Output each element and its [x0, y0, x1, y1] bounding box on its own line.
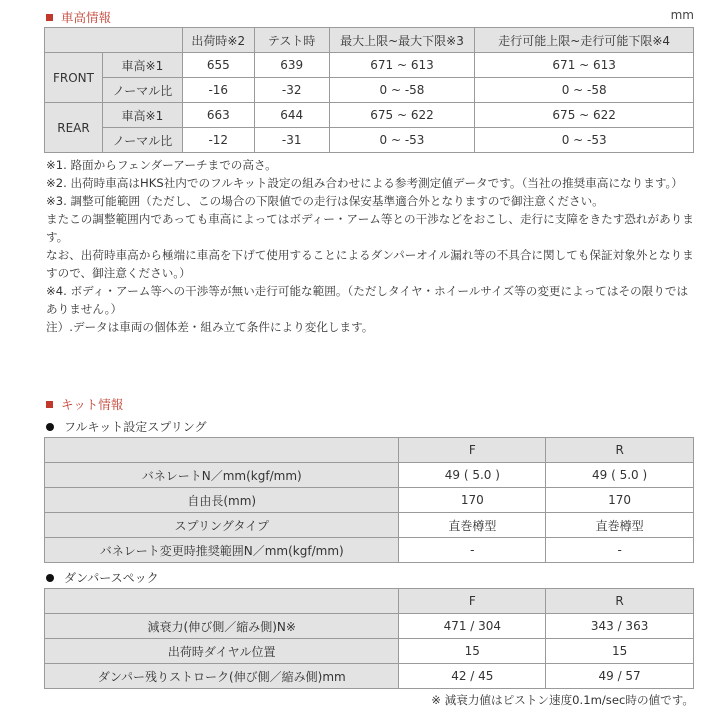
row-label: 自由長(mm) [45, 488, 399, 513]
note-line: ※1. 路面からフェンダーアーチまでの高さ。 [46, 158, 277, 172]
bullet-icon [46, 423, 54, 431]
value-cell: 663 [182, 103, 254, 128]
value-cell: 49 ( 5.0 ) [546, 463, 694, 488]
header-cell: 走行可能上限~走行可能下限※4 [475, 28, 694, 53]
value-cell: -12 [182, 128, 254, 153]
value-cell: 15 [546, 639, 694, 664]
row-label: 出荷時ダイヤル位置 [45, 639, 399, 664]
value-cell: 49 / 57 [546, 664, 694, 689]
value-cell: 0 ~ -53 [475, 128, 694, 153]
damper-subtitle-text: ダンパースペック [64, 571, 159, 585]
damper-subtitle [46, 569, 159, 586]
table-row [45, 463, 694, 488]
table-row [45, 664, 694, 689]
value-cell: 644 [254, 103, 329, 128]
value-cell: 0 ~ -58 [329, 78, 475, 103]
damper-footnote: ※ 減衰力値はピストン速度0.1m/sec時の値です。 [431, 693, 694, 707]
value-cell: -31 [254, 128, 329, 153]
value-cell: 15 [399, 639, 546, 664]
value-cell: 0 ~ -53 [329, 128, 475, 153]
height-info-title [46, 8, 111, 26]
header-cell: 出荷時※2 [182, 28, 254, 53]
header-cell: テスト時 [254, 28, 329, 53]
row-label: 車高※1 [102, 103, 182, 128]
value-cell: 471 / 304 [399, 614, 546, 639]
header-cell: R [546, 589, 694, 614]
spring-table-header [45, 438, 694, 463]
front-label: FRONT [45, 53, 103, 103]
value-cell: 49 ( 5.0 ) [399, 463, 546, 488]
value-cell: 直巻樽型 [546, 513, 694, 538]
header-blank [45, 28, 183, 53]
row-label: ダンパー残りストローク(伸び側／縮み側)mm [45, 664, 399, 689]
table-row [45, 103, 694, 128]
row-label: バネレートN／mm(kgf/mm) [45, 463, 399, 488]
note-line: ※2. 出荷時車高はHKS社内でのフルキット設定の組み合わせによる参考測定値データです。（当社の推奨車高になります。） [46, 176, 683, 190]
value-cell: 639 [254, 53, 329, 78]
value-cell: 671 ~ 613 [329, 53, 475, 78]
section-marker-icon [46, 401, 53, 408]
spring-subtitle-text: フルキット設定スプリング [64, 420, 207, 434]
kit-info-title [46, 395, 123, 413]
height-notes [46, 156, 698, 336]
header-cell: 最大上限~最大下限※3 [329, 28, 475, 53]
value-cell: 42 / 45 [399, 664, 546, 689]
table-row [45, 513, 694, 538]
height-info-title-text: 車高情報 [61, 10, 112, 25]
value-cell: - [546, 538, 694, 563]
table-row [45, 614, 694, 639]
header-blank [45, 438, 399, 463]
table-row [45, 488, 694, 513]
header-blank [45, 589, 399, 614]
value-cell: 343 / 363 [546, 614, 694, 639]
value-cell: 675 ~ 622 [329, 103, 475, 128]
table-row [45, 128, 694, 153]
table-row [45, 53, 694, 78]
header-cell: F [399, 438, 546, 463]
value-cell: -32 [254, 78, 329, 103]
value-cell: 655 [182, 53, 254, 78]
unit-label: mm [670, 8, 694, 22]
row-label: 減衰力(伸び側／縮み側)N※ [45, 614, 399, 639]
spring-table [44, 437, 694, 563]
table-row [45, 639, 694, 664]
row-label: バネレート変更時推奨範囲N／mm(kgf/mm) [45, 538, 399, 563]
kit-info-title-text: キット情報 [61, 397, 124, 412]
height-table [44, 27, 694, 153]
row-label: スプリングタイプ [45, 513, 399, 538]
value-cell: -16 [182, 78, 254, 103]
rear-label: REAR [45, 103, 103, 153]
value-cell: 170 [546, 488, 694, 513]
row-label: ノーマル比 [102, 78, 182, 103]
spring-subtitle [46, 418, 207, 435]
row-label: ノーマル比 [102, 128, 182, 153]
value-cell: 170 [399, 488, 546, 513]
note-line: 注）.データは車両の個体差・組み立て条件により変化します。 [46, 320, 374, 334]
height-table-header [45, 28, 694, 53]
value-cell: - [399, 538, 546, 563]
bullet-icon [46, 574, 54, 582]
value-cell: 直巻樽型 [399, 513, 546, 538]
note-line: ※4. ボディ・アーム等への干渉等が無い走行可能な範囲。（ただしタイヤ・ホイールサイズ等の変更によってはその限りではありません。） [46, 284, 689, 316]
note-line: なお、出荷時車高から極端に車高を下げて使用することによるダンパーオイル漏れ等の不具合に関しても保証対象外となりますので、御注意ください。） [46, 248, 694, 280]
damper-table [44, 588, 694, 689]
value-cell: 0 ~ -58 [475, 78, 694, 103]
header-cell: F [399, 589, 546, 614]
row-label: 車高※1 [102, 53, 182, 78]
value-cell: 671 ~ 613 [475, 53, 694, 78]
note-line: またこの調整範囲内であっても車高によってはボディー・アーム等との干渉などをおこし、走行に支障をきたす恐れがあります。 [46, 212, 694, 244]
value-cell: 675 ~ 622 [475, 103, 694, 128]
damper-table-header [45, 589, 694, 614]
note-line: ※3. 調整可能範囲（ただし、この場合の下限値での走行は保安基準適合外となりますので御注意ください。 [46, 194, 604, 208]
table-row [45, 538, 694, 563]
table-row [45, 78, 694, 103]
section-marker-icon [46, 14, 53, 21]
header-cell: R [546, 438, 694, 463]
